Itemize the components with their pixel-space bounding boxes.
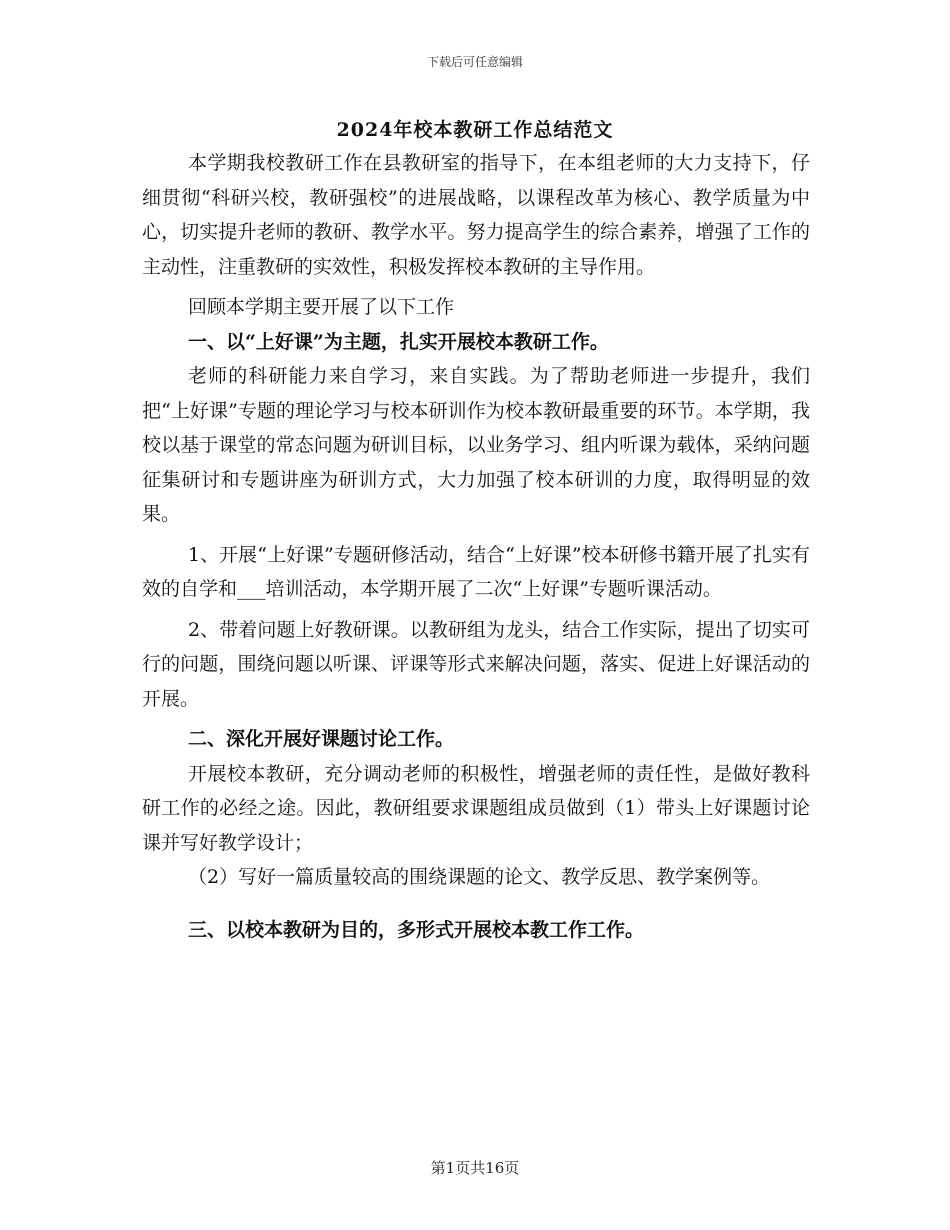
section-heading-1: 一、以“上好课”为主题，扎实开展校本教研工作。 <box>188 330 609 353</box>
document-body <box>142 146 810 947</box>
intro-paragraph: 本学期我校教研工作在县教研室的指导下，在本组老师的大力支持下，仔细贯彻“科研兴校，教研强校”的进展战略，以课程改革为核心、教学质量为中心，切实提升老师的教研、教学水平。努力提高学生的综合素养，增强了工作的主动性，注重教研的实效性，积极发挥校本教研的主导作用。 <box>142 152 810 278</box>
page-footer: 第1页共16页 <box>430 1159 520 1177</box>
document-title: 2024年校本教研工作总结范文 <box>336 119 614 141</box>
list-item-2: 2、带着问题上好教研课。以教研组为龙头，结合工作实际，提出了切实可行的问题，围绕问题以听课、评课等形式来解决问题，落实、促进上好课活动的开展。 <box>142 618 810 710</box>
body-paragraph: （2）写好一篇质量较高的围绕课题的论文、教学反思、教学案例等。 <box>188 866 771 888</box>
section-heading-2: 二、深化开展好课题讨论工作。 <box>188 728 455 750</box>
page-header: 下载后可任意编辑 <box>426 55 523 69</box>
list-item-1: 1、开展“上好课”专题研修活动，结合“上好课”校本研修书籍开展了扎实有效的自学和___培训活动，本学期开展了二次“上好课”专题听课活动。 <box>142 543 810 600</box>
section-heading-3: 三、以校本教研为目的，多形式开展校本教工作工作。 <box>188 918 645 941</box>
body-paragraph: 老师的科研能力来自学习，来自实践。为了帮助老师进一步提升，我们把“上好课”专题的理论学习与校本研训作为校本教研最重要的环节。本学期，我校以基于课堂的常态问题为研训目标，以业务学习、组内听课为载体，采纳问题征集研讨和专题讲座为研训方式，大力加强了校本研训的力度，取得明显的效果。 <box>142 365 810 525</box>
body-paragraph: 开展校本教研，充分调动老师的积极性，增强老师的责任性，是做好教科研工作的必经之途。因此，教研组要求课题组成员做到（1）带头上好课题讨论课并写好教学设计； <box>142 762 810 854</box>
review-paragraph: 回顾本学期主要开展了以下工作 <box>188 296 455 318</box>
